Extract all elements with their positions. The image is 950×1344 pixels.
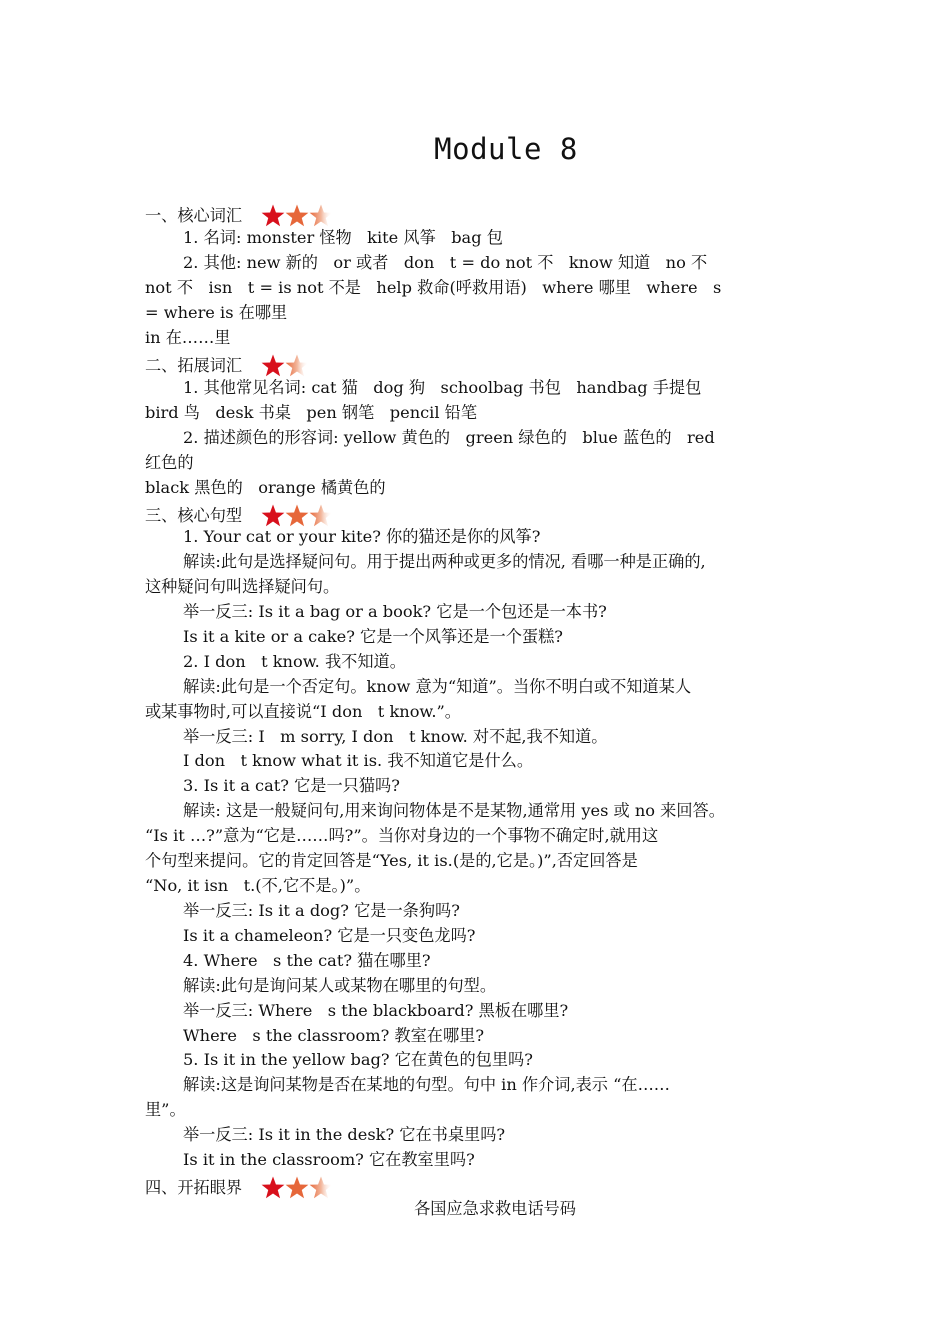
text-line: 红色的 [145,453,194,472]
text-line: 1. 名词: monster 怪物 kite 风筝 bag 包 [183,228,503,247]
text-line: 举一反三: Where s the blackboard? 黑板在哪里? [183,1001,569,1020]
section-heading-extended-vocabulary [145,353,308,379]
text-line: 举一反三: Is it a bag or a book? 它是一个包还是一本书? [183,602,607,621]
text-line: 2. 其他: new 新的 or 或者 don t = do not 不 know 知道 no 不 [183,253,708,272]
text-line: 解读:此句是询问某人或某物在哪里的句型。 [183,976,497,995]
section-heading-core-vocabulary [145,203,332,229]
text-line: black 黑色的 orange 橘黄色的 [145,478,386,497]
star-icon [284,1175,310,1201]
section-heading-label: 一、核心词汇 [145,206,243,225]
section-heading-label: 二、拓展词汇 [145,356,243,375]
text-line: 5. Is it in the yellow bag? 它在黄色的包里吗? [183,1050,533,1069]
star-icon [284,353,310,379]
text-line: Is it in the classroom? 它在教室里吗? [183,1150,475,1169]
text-line: 4. Where s the cat? 猫在哪里? [183,951,431,970]
text-line: 解读: 这是一般疑问句,用来询问物体是不是某物,通常用 yes 或 no 来回答。 [183,801,725,820]
star-icon [284,203,310,229]
text-line: 1. 其他常见名词: cat 猫 dog 狗 schoolbag 书包 handbag 手提包 [183,378,702,397]
text-line: not 不 isn t = is not 不是 help 救命(呼救用语) where 哪里 where s [145,278,722,297]
star-icon [260,353,286,379]
text-line: bird 鸟 desk 书桌 pen 钢笔 pencil 铅笔 [145,403,478,422]
text-line: “Is it …?”意为“它是……吗?”。当你对身边的一个事物不确定时,就用这 [145,826,659,845]
section-heading-core-sentences [145,503,332,529]
text-line: 个句型来提问。它的肯定回答是“Yes, it is.(是的,它是。)”,否定回答是 [145,851,638,870]
rating-stars [260,353,308,379]
rating-stars [260,203,332,229]
star-icon [308,1175,334,1201]
text-line: 里”。 [145,1100,186,1119]
text-line: Is it a chameleon? 它是一只变色龙吗? [183,926,476,945]
text-line: Where s the classroom? 教室在哪里? [183,1026,485,1045]
page-title: Module 8 [434,132,578,166]
section-heading-label: 三、核心句型 [145,506,243,525]
text-line: 举一反三: I m sorry, I don t know. 对不起,我不知道。 [183,727,608,746]
star-icon [308,503,334,529]
text-line: in 在……里 [145,328,231,347]
subheading: 各国应急求救电话号码 [414,1199,576,1218]
text-line: 解读:此句是一个否定句。know 意为“知道”。当你不明白或不知道某人 [183,677,692,696]
text-line: 解读:这是询问某物是否在某地的句型。句中 in 作介词,表示 “在…… [183,1075,670,1094]
star-icon [260,203,286,229]
text-line: 解读:此句是选择疑问句。用于提出两种或更多的情况, 看哪一种是正确的, [183,552,706,571]
text-line: = where is 在哪里 [145,303,288,322]
text-line: Is it a kite or a cake? 它是一个风筝还是一个蛋糕? [183,627,563,646]
text-line: 1. Your cat or your kite? 你的猫还是你的风筝? [183,527,541,546]
star-icon [284,503,310,529]
star-icon [260,1175,286,1201]
text-line: “No, it isn t.(不,它不是。)”。 [145,876,371,895]
text-line: 或某事物时,可以直接说“I don t know.”。 [145,702,461,721]
text-line: 这种疑问句叫选择疑问句。 [145,577,340,596]
star-icon [260,503,286,529]
text-line: 2. 描述颜色的形容词: yellow 黄色的 green 绿色的 blue 蓝色的 red [183,428,715,447]
text-line: 2. I don t know. 我不知道。 [183,652,406,671]
star-icon [308,203,334,229]
text-line: 举一反三: Is it a dog? 它是一条狗吗? [183,901,460,920]
text-line: 举一反三: Is it in the desk? 它在书桌里吗? [183,1125,506,1144]
text-line: I don t know what it is. 我不知道它是什么。 [183,751,534,770]
text-line: 3. Is it a cat? 它是一只猫吗? [183,776,400,795]
section-heading-broaden-horizons [145,1175,332,1201]
rating-stars [260,503,332,529]
section-heading-label: 四、开拓眼界 [145,1178,243,1197]
rating-stars [260,1175,332,1201]
